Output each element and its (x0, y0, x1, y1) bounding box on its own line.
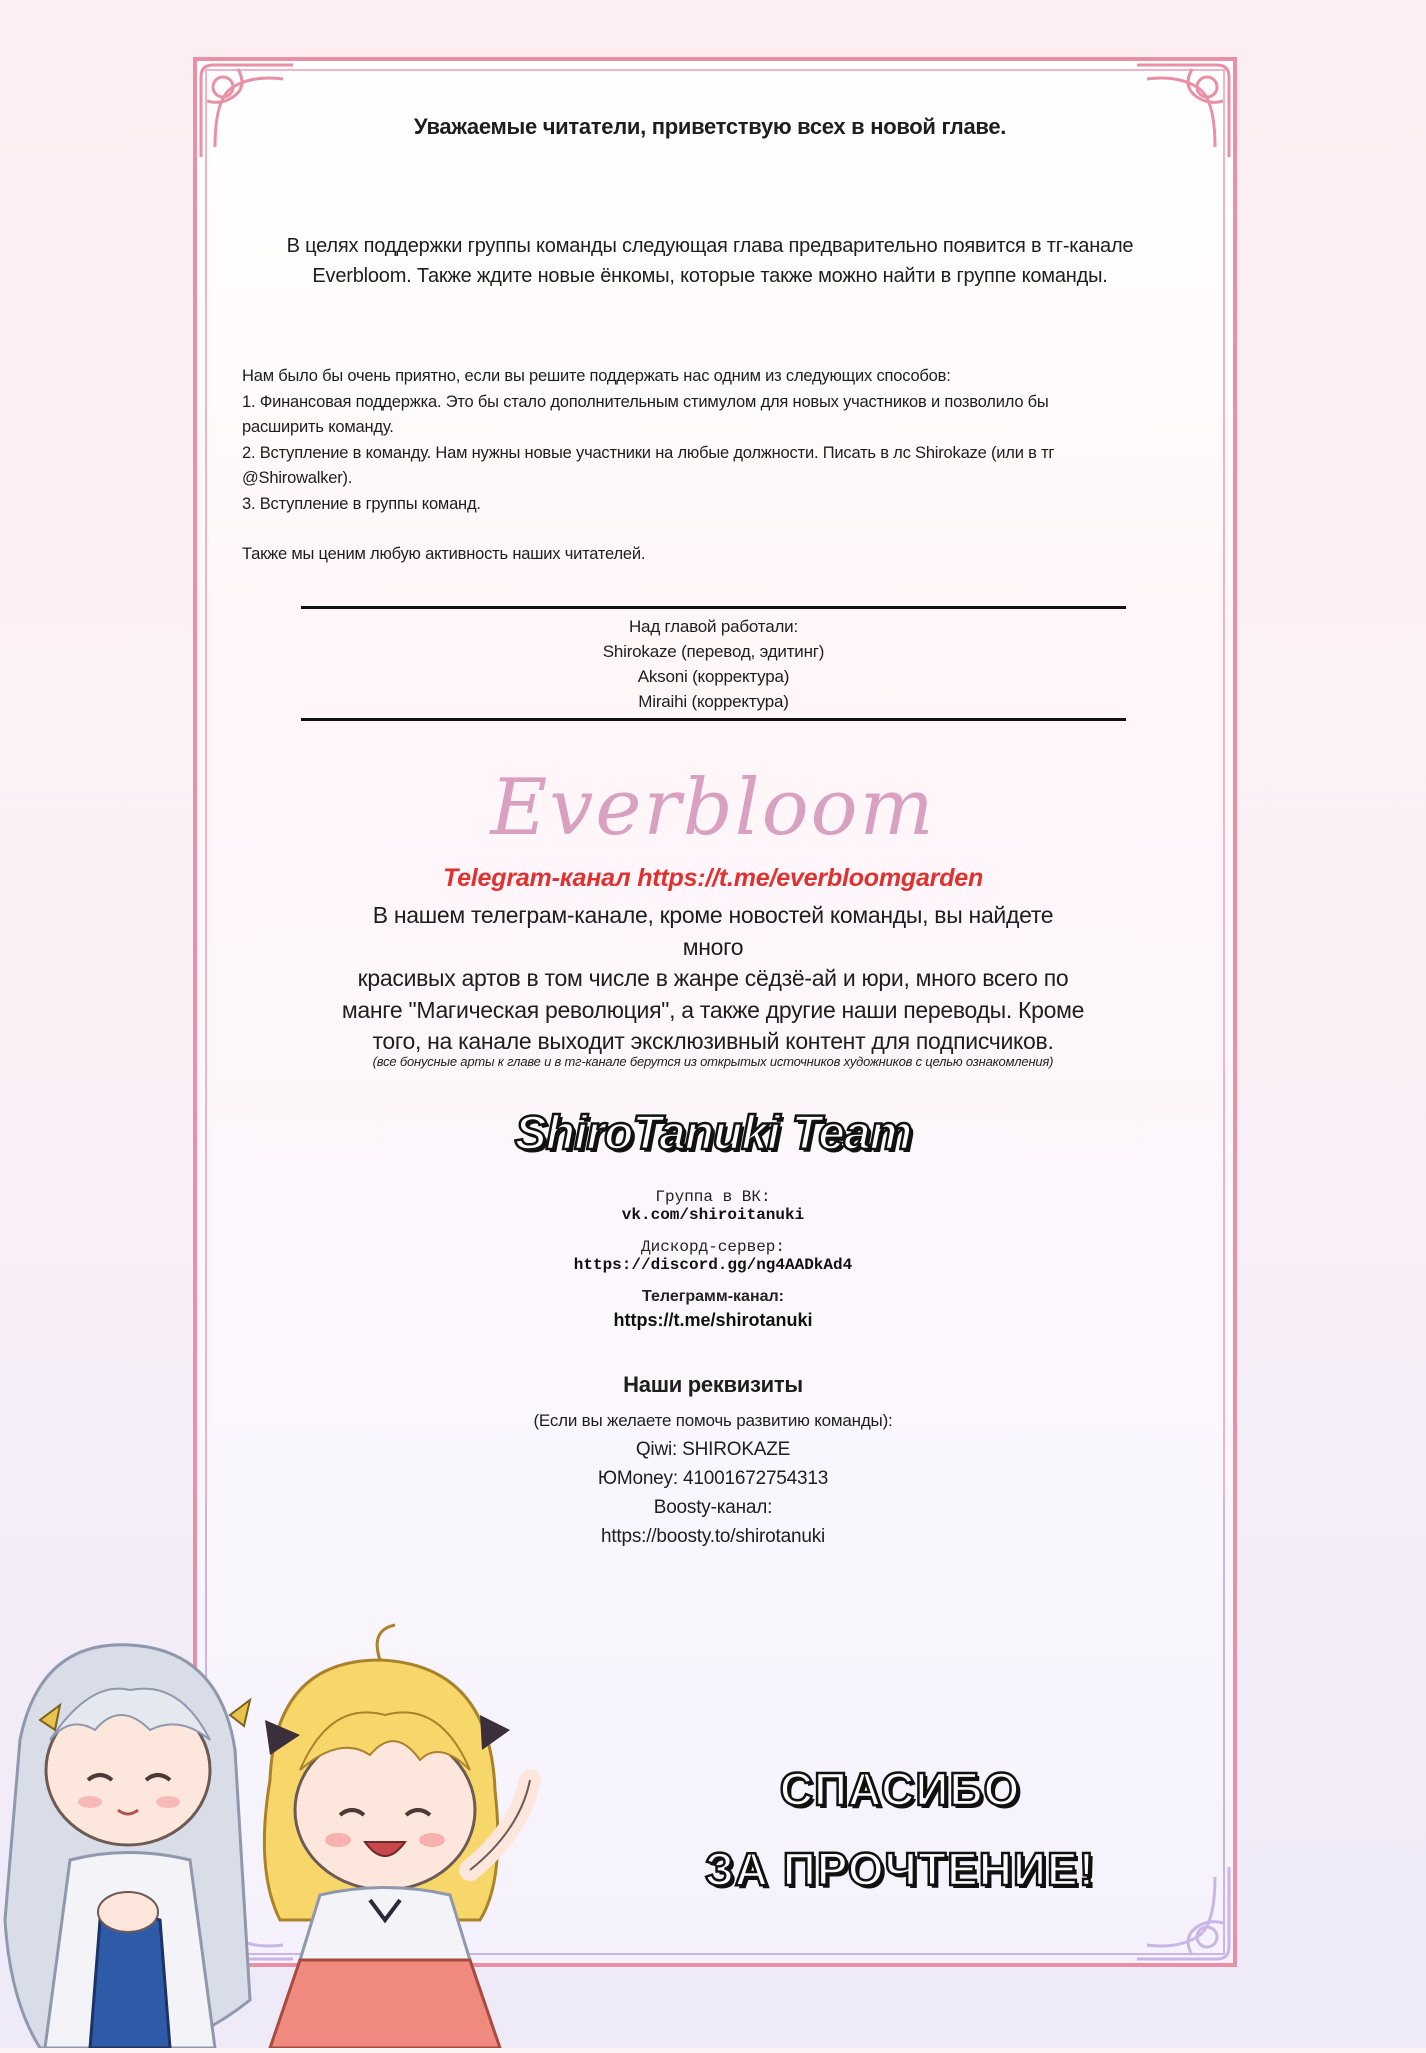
support-line: Нам было бы очень приятно, если вы решите поддержать нас одним из следующих способов: (242, 367, 951, 385)
support-line: 1. Финансовая поддержка. Это бы стало дополнительным стимулом для новых участников и позволило бы (242, 392, 1049, 411)
divider (301, 606, 1126, 609)
description-line: манге "Магическая революция", а также другие наши переводы. Кроме (341, 996, 1085, 1023)
everbloom-logo-text: Everbloom (490, 763, 936, 853)
qiwi-line: Qiwi: SHIROKAZE (635, 1439, 791, 1460)
support-closing: Также мы ценим любую активность наших читателей. (242, 545, 646, 563)
support-line: расширить команду. (242, 418, 394, 436)
vk-link[interactable]: vk.com/shiroitanuki (621, 1206, 805, 1224)
telegram-label: Телеграмм-канал: (641, 1288, 785, 1305)
support-line: 3. Вступление в группы команд. (242, 494, 481, 513)
frame-corner-ornament (1127, 57, 1237, 167)
silver-haired-girl-illustration (5, 1645, 250, 2048)
description-line: В нашем телеграм-канале, кроме новостей команды, вы найдете много (372, 902, 1054, 960)
thanks-line: СПАСИБО (779, 1763, 1021, 1815)
telegram-link[interactable]: https://t.me/shirotanuki (613, 1310, 813, 1330)
discord-link[interactable]: https://discord.gg/ng4AADkAd4 (573, 1256, 853, 1274)
vk-label: Группа в ВК: (655, 1188, 771, 1206)
vk-block (400, 1188, 1026, 1224)
intro-line: Everbloom. Также ждите новые ёнкомы, которые также можно найти в группе команды. (312, 265, 1108, 287)
boosty-label: Boosty-канал: (653, 1497, 773, 1518)
boosty-link[interactable]: https://boosty.to/shirotanuki (600, 1526, 826, 1547)
frame-corner-ornament (193, 57, 303, 167)
discord-block (400, 1238, 1026, 1274)
yumoney-line: ЮMoney: 41001672754313 (597, 1468, 829, 1489)
credits-block (301, 614, 1126, 714)
requisites-note: (Если вы желаете помочь развитию команды): (533, 1411, 893, 1430)
description-line: того, на канале выходит эксклюзивный контент для подписчиков. (372, 1028, 1054, 1054)
requisites-block (400, 1406, 1026, 1551)
telegram-block (400, 1288, 1026, 1331)
disclaimer-note: (все бонусные арты к главе и в тг-канале берутся из открытых источников художников с целью ознакомления) (372, 1054, 1054, 1069)
support-line: 2. Вступление в команду. Нам нужны новые участники на любые должности. Писать в лс Shirokaze (или в тг (242, 443, 1055, 462)
blonde-girl-illustration (264, 1625, 530, 2048)
credit-entry: Shirokaze (перевод, эдитинг) (602, 642, 825, 661)
telegram-description (340, 900, 1086, 1058)
everbloom-logo (430, 752, 996, 862)
credit-entry: Aksoni (корректура) (637, 667, 790, 686)
team-title: ShiroTanuki Team (514, 1107, 912, 1160)
chibi-characters-illustration (0, 1620, 560, 2048)
divider (301, 718, 1126, 721)
description-line: красивых артов в том числе в жанре сёдзё-ай и юри, много всего по (357, 965, 1069, 991)
intro-paragraph (260, 231, 1160, 291)
intro-line: В целях поддержки группы команды следующая глава предварительно появится в тг-канале (286, 235, 1134, 257)
credits-heading: Над главой работали: (628, 617, 798, 636)
thanks-line: ЗА ПРОЧТЕНИЕ! (704, 1843, 1096, 1895)
requisites-title: Наши реквизиты (623, 1372, 803, 1397)
credit-entry: Miraihi (корректура) (638, 692, 789, 711)
support-paragraph (242, 364, 1142, 568)
greeting-heading: Уважаемые читатели, приветствую всех в новой главе. (413, 114, 1007, 139)
discord-label: Дискорд-сервер: (640, 1238, 786, 1256)
support-line: @Shirowalker). (242, 469, 353, 487)
telegram-channel-link[interactable]: Telegram-канал https://t.me/everbloomgarden (442, 864, 984, 892)
